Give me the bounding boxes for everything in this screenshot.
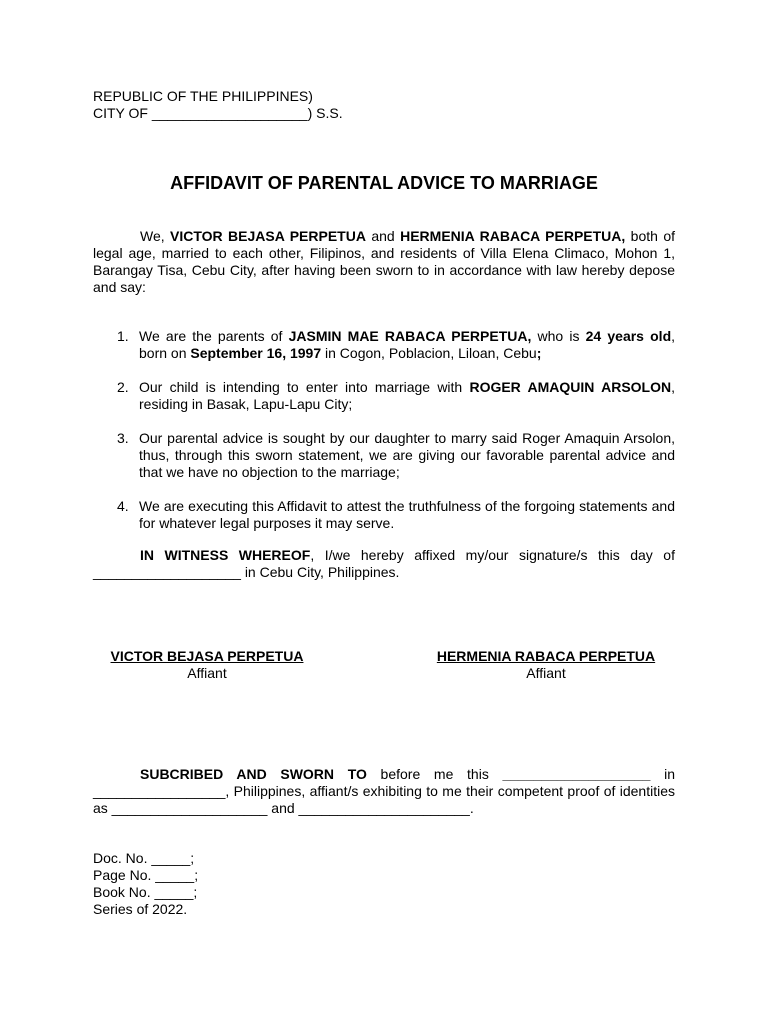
series-year: Series of 2022.: [93, 901, 188, 917]
item-number: 3.: [117, 430, 129, 446]
intro-and: and: [365, 228, 401, 244]
item-text: who is: [531, 328, 586, 344]
item-end-punct: ;: [536, 345, 542, 361]
jurat-text: before me this: [366, 766, 503, 782]
child-name: JASMIN MAE RABACA PERPETUA,: [288, 328, 532, 344]
affiant2-name: HERMENIA RABACA PERPETUA: [436, 648, 656, 664]
witness-heading: IN WITNESS WHEREOF: [140, 547, 311, 563]
document-title: AFFIDAVIT OF PARENTAL ADVICE TO MARRIAGE: [170, 173, 598, 193]
page-number: Page No. _____;: [93, 867, 199, 883]
notarial-register-info: [93, 850, 393, 918]
statement-item-4: [93, 498, 675, 532]
item-text: Our parental advice is sought by our daughter to marry said Roger Amaquin Arsolon, thus, through this sworn statement, we are giving our favorable parental advice and that we have no objection to the marriage;: [139, 430, 675, 480]
item-text: in Cogon, Poblacion, Liloan, Cebu: [321, 345, 537, 361]
intro-rest: both of legal age, married to each other, Filipinos, and residents of Villa Elena Climaco, Mohon 1, Barangay Tisa, Cebu City, after having been sworn to in accordance with law hereby depose and say:: [93, 228, 675, 295]
book-number: Book No. _____;: [93, 884, 198, 900]
venue-header: [93, 88, 693, 122]
venue-city-line: CITY OF ____________________) S.S.: [93, 105, 343, 121]
affiant1-role: Affiant: [187, 665, 227, 681]
item-number: 4.: [117, 498, 129, 514]
affiant1-name-inline: VICTOR BEJASA PERPETUA: [170, 228, 366, 244]
item-number: 1.: [117, 328, 129, 344]
jurat-text-rest: in _________________, Philippines, affiant/s exhibiting to me their competent proof of identities as ____________________ and ______________________.: [93, 766, 675, 816]
statement-item-1: [93, 328, 675, 362]
affiant1-name: VICTOR BEJASA PERPETUA: [110, 648, 304, 664]
item-text: We are executing this Affidavit to attest the truthfulness of the forgoing statements and for whatever legal purposes it may serve.: [139, 498, 675, 531]
venue-republic-line: REPUBLIC OF THE PHILIPPINES): [93, 88, 313, 104]
signature-block-1: [93, 648, 321, 682]
jurat-heading: SUBCRIBED AND SWORN TO: [140, 766, 367, 782]
jurat-paragraph: [93, 766, 675, 817]
statement-item-2: [93, 379, 675, 413]
item-text: Our child is intending to enter into marriage with: [139, 379, 470, 395]
affiant2-role: Affiant: [526, 665, 566, 681]
affiant2-name-inline: HERMENIA RABACA PERPETUA,: [400, 228, 626, 244]
child-age: 24 years old: [585, 328, 672, 344]
intro-we: We,: [140, 228, 171, 244]
signature-block-2: [420, 648, 672, 682]
intro-paragraph: [93, 228, 675, 296]
statement-item-3: [93, 430, 675, 481]
witness-paragraph: [93, 547, 675, 581]
witness-text: , I/we hereby affixed my/our signature/s this day of ___________________ in Cebu City, Philippines.: [93, 547, 675, 580]
groom-name: ROGER AMAQUIN ARSOLON: [469, 379, 672, 395]
item-text: , born on: [139, 328, 676, 361]
doc-number: Doc. No. _____;: [93, 850, 195, 866]
jurat-date-blank: ___________________: [502, 766, 651, 782]
statement-list: [93, 328, 675, 532]
item-text: , residing in Basak, Lapu-Lapu City;: [139, 379, 675, 412]
item-number: 2.: [117, 379, 129, 395]
child-birthdate: September 16, 1997: [190, 345, 322, 361]
item-text: We are the parents of: [139, 328, 289, 344]
